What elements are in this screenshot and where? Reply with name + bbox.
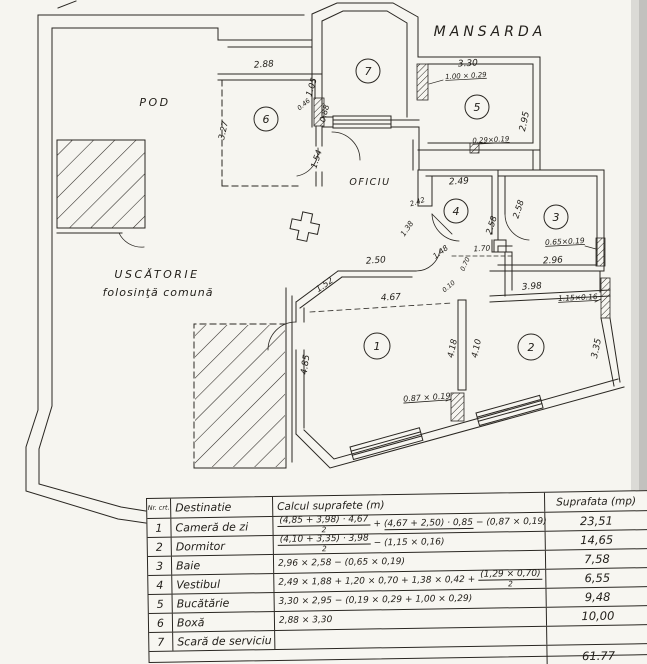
dim-label: 0.70 bbox=[458, 255, 472, 273]
header-nr: Nr. crt. bbox=[147, 499, 171, 518]
cell-suprafata: 9,48 bbox=[584, 589, 611, 605]
room-number-6: 6 bbox=[262, 113, 270, 126]
cell-destinatie: Dormitor bbox=[172, 536, 274, 556]
cell-calcul: (4,10 + 3,35) · 3,98 2 − (1,15 × 0,16) bbox=[274, 532, 546, 554]
dim-label: 3.27 bbox=[217, 120, 231, 141]
cell-calcul: 3,30 × 2,95 − (0,19 × 0,29 + 1,00 × 0,29) bbox=[275, 589, 547, 611]
dim-label: 4.85 bbox=[299, 354, 313, 376]
dim-label: 1.38 bbox=[398, 219, 416, 238]
room-number-7: 7 bbox=[364, 65, 372, 78]
room-circle-3 bbox=[544, 205, 568, 229]
dim-label: 0.88 bbox=[317, 103, 332, 124]
dim-label: 1.15×0.16 bbox=[557, 291, 598, 304]
dim-label: 1.05 bbox=[304, 76, 320, 98]
header-calcul: Calcul suprafete (m) bbox=[273, 493, 545, 516]
room-circle-5 bbox=[465, 95, 489, 119]
cell-nr: 5 bbox=[149, 595, 173, 613]
dim-label: 2.42 bbox=[408, 195, 427, 209]
dim-label: 1.70 bbox=[473, 243, 491, 254]
scan-edge-shade-soft bbox=[631, 0, 639, 506]
cell-destinatie: Cameră de zi bbox=[171, 517, 273, 537]
room-number-5: 5 bbox=[473, 101, 481, 114]
dim-label: 4.10 bbox=[470, 338, 484, 359]
cell-destinatie: Baie bbox=[172, 555, 274, 575]
dim-label: 3.98 bbox=[521, 281, 543, 293]
plan-walls bbox=[26, 1, 624, 523]
dim-label: 2.96 bbox=[542, 255, 564, 267]
room-number-2: 2 bbox=[527, 341, 535, 354]
room-number-4: 4 bbox=[452, 205, 460, 218]
cell-suprafata: 23,51 bbox=[579, 513, 613, 529]
cell-destinatie: Boxă bbox=[173, 612, 275, 632]
table-rows bbox=[147, 511, 647, 652]
dim-label: 3.30 bbox=[457, 58, 479, 70]
pod-label: POD bbox=[139, 96, 171, 109]
room-number-1: 1 bbox=[373, 340, 381, 353]
scan-edge-shade bbox=[639, 0, 647, 506]
cell-destinatie: Scară de serviciu bbox=[173, 631, 275, 651]
dim-label: 2.49 bbox=[448, 176, 470, 188]
cell-suprafata: 10,00 bbox=[581, 608, 615, 624]
dim-label: 1.54 bbox=[309, 148, 325, 170]
dim-label: 2.58 bbox=[511, 198, 527, 220]
room-number-3: 3 bbox=[552, 211, 560, 224]
plan-title: MANSARDA bbox=[433, 24, 547, 40]
cell-suprafata: 6,55 bbox=[584, 570, 611, 586]
cell-nr: 2 bbox=[148, 538, 172, 556]
cell-calcul: 2,96 × 2,58 − (0,65 × 0,19) bbox=[274, 551, 546, 573]
cell-destinatie: Vestibul bbox=[172, 574, 274, 594]
room-circle-1 bbox=[364, 333, 390, 359]
cell-nr: 3 bbox=[148, 557, 172, 575]
dim-label: 0.46 bbox=[295, 96, 312, 113]
header-suprafata: Suprafata (mp) bbox=[556, 494, 637, 509]
cell-calcul: 2,88 × 3,30 bbox=[275, 608, 547, 630]
room-circle-4 bbox=[444, 199, 468, 223]
cell-calcul: (4,85 + 3,98) · 4,67 2 + (4,67 + 2,50) · 0,85 − (0,87 × 0,19) bbox=[273, 513, 545, 535]
dim-label: 4.67 bbox=[380, 292, 402, 304]
total-value: 61.77 bbox=[581, 648, 616, 663]
cell-suprafata: 14,65 bbox=[580, 532, 614, 548]
cell-nr: 1 bbox=[147, 519, 171, 537]
dim-label: 0.29×0.19 bbox=[472, 135, 510, 145]
room-circle-2 bbox=[518, 334, 544, 360]
dim-label: 0.10 bbox=[440, 278, 457, 295]
cell-nr: 6 bbox=[149, 614, 173, 632]
cell-nr: 7 bbox=[149, 633, 173, 651]
dim-label: 4.18 bbox=[446, 338, 460, 359]
cell-destinatie: Bucătărie bbox=[173, 593, 275, 613]
dim-label: 1.52 bbox=[314, 275, 336, 295]
uscatorie-sublabel: folosinţă comună bbox=[102, 286, 214, 299]
area-table bbox=[146, 490, 647, 663]
dim-label: 0.87 × 0.19 bbox=[402, 391, 451, 404]
cell-calcul: 2,49 × 1,88 + 1,20 × 0,70 + 1,38 × 0,42 + (1,29 × 0,70) 2 bbox=[274, 570, 546, 592]
dim-label: 3.35 bbox=[590, 337, 605, 360]
hatched-block-1 bbox=[57, 140, 145, 228]
dim-label: 2.88 bbox=[253, 59, 275, 71]
room-circle-7 bbox=[356, 59, 380, 83]
oficiu-label: OFICIU bbox=[349, 177, 391, 188]
room-circle-6 bbox=[254, 107, 278, 131]
hatched-block-2 bbox=[195, 325, 285, 467]
dim-label: 1.00 × 0.29 bbox=[444, 70, 487, 82]
dim-label: 1.48 bbox=[431, 243, 450, 261]
cell-suprafata: 7,58 bbox=[584, 551, 610, 567]
cell-suprafata bbox=[547, 625, 647, 645]
dim-label: 2.95 bbox=[518, 110, 533, 133]
uscatorie-label: USCĂTORIE bbox=[114, 268, 200, 281]
dim-label: 2.50 bbox=[365, 255, 387, 267]
dim-label: 2.58 bbox=[484, 214, 500, 236]
cell-nr: 4 bbox=[148, 576, 172, 594]
header-destinatie: Destinatie bbox=[171, 497, 273, 518]
dim-label: 0.65×0.19 bbox=[544, 235, 585, 248]
